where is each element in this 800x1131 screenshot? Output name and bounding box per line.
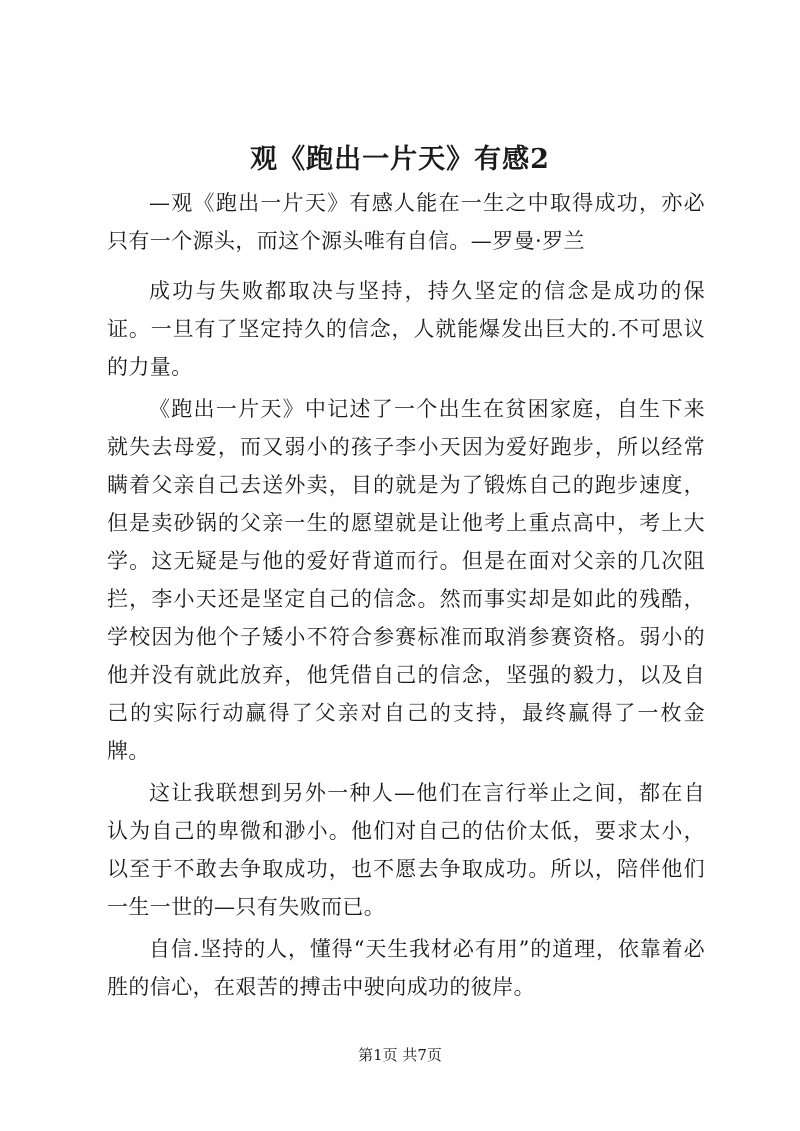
page-number-footer: 第1页 共7页 — [358, 1046, 442, 1064]
document-title: 观《跑出一片天》有感2 — [250, 144, 550, 175]
paragraph-reflection: 这让我联想到另外一种人—他们在言行举止之间，都在自认为自己的卑微和渺小。他们对自己的估价太低，要求太小，以至于不敢去争取成功，也不愿去争取成功。所以，陪伴他们一生一世的—只有失败而已。 — [107, 781, 705, 919]
paragraph-belief: 成功与失败都取决与坚持，持久坚定的信念是成功的保证。一旦有了坚定持久的信念，人就能爆发出巨大的.不可思议的力量。 — [107, 279, 705, 379]
paragraph-conclusion: 自信.坚持的人，懂得“天生我材必有用”的道理，依靠着必胜的信心，在艰苦的搏击中驶向成功的彼岸。 — [107, 937, 705, 999]
document-body — [107, 184, 705, 1010]
paragraph-story: 《跑出一片天》中记述了一个出生在贫困家庭，自生下来就失去母爱，而又弱小的孩子李小天因为爱好跑步，所以经常瞒着父亲自己去送外卖，目的就是为了锻炼自己的跑步速度，但是卖砂锅的父亲一生的愿望就是让他考上重点高中，考上大学。这无疑是与他的爱好背道而行。但是在面对父亲的几次阻拦，李小天还是坚定自己的信念。然而事实却是如此的残酷，学校因为他个子矮小不符合参赛标准而取消参赛资格。弱小的他并没有就此放弃，他凭借自己的信念，坚强的毅力，以及自己的实际行动赢得了父亲对自己的支持，最终赢得了一枚金牌。 — [107, 397, 705, 763]
paragraph-quote: —观《跑出一片天》有感人能在一生之中取得成功，亦必只有一个源头，而这个源头唯有自信。—罗曼·罗兰 — [107, 191, 705, 253]
